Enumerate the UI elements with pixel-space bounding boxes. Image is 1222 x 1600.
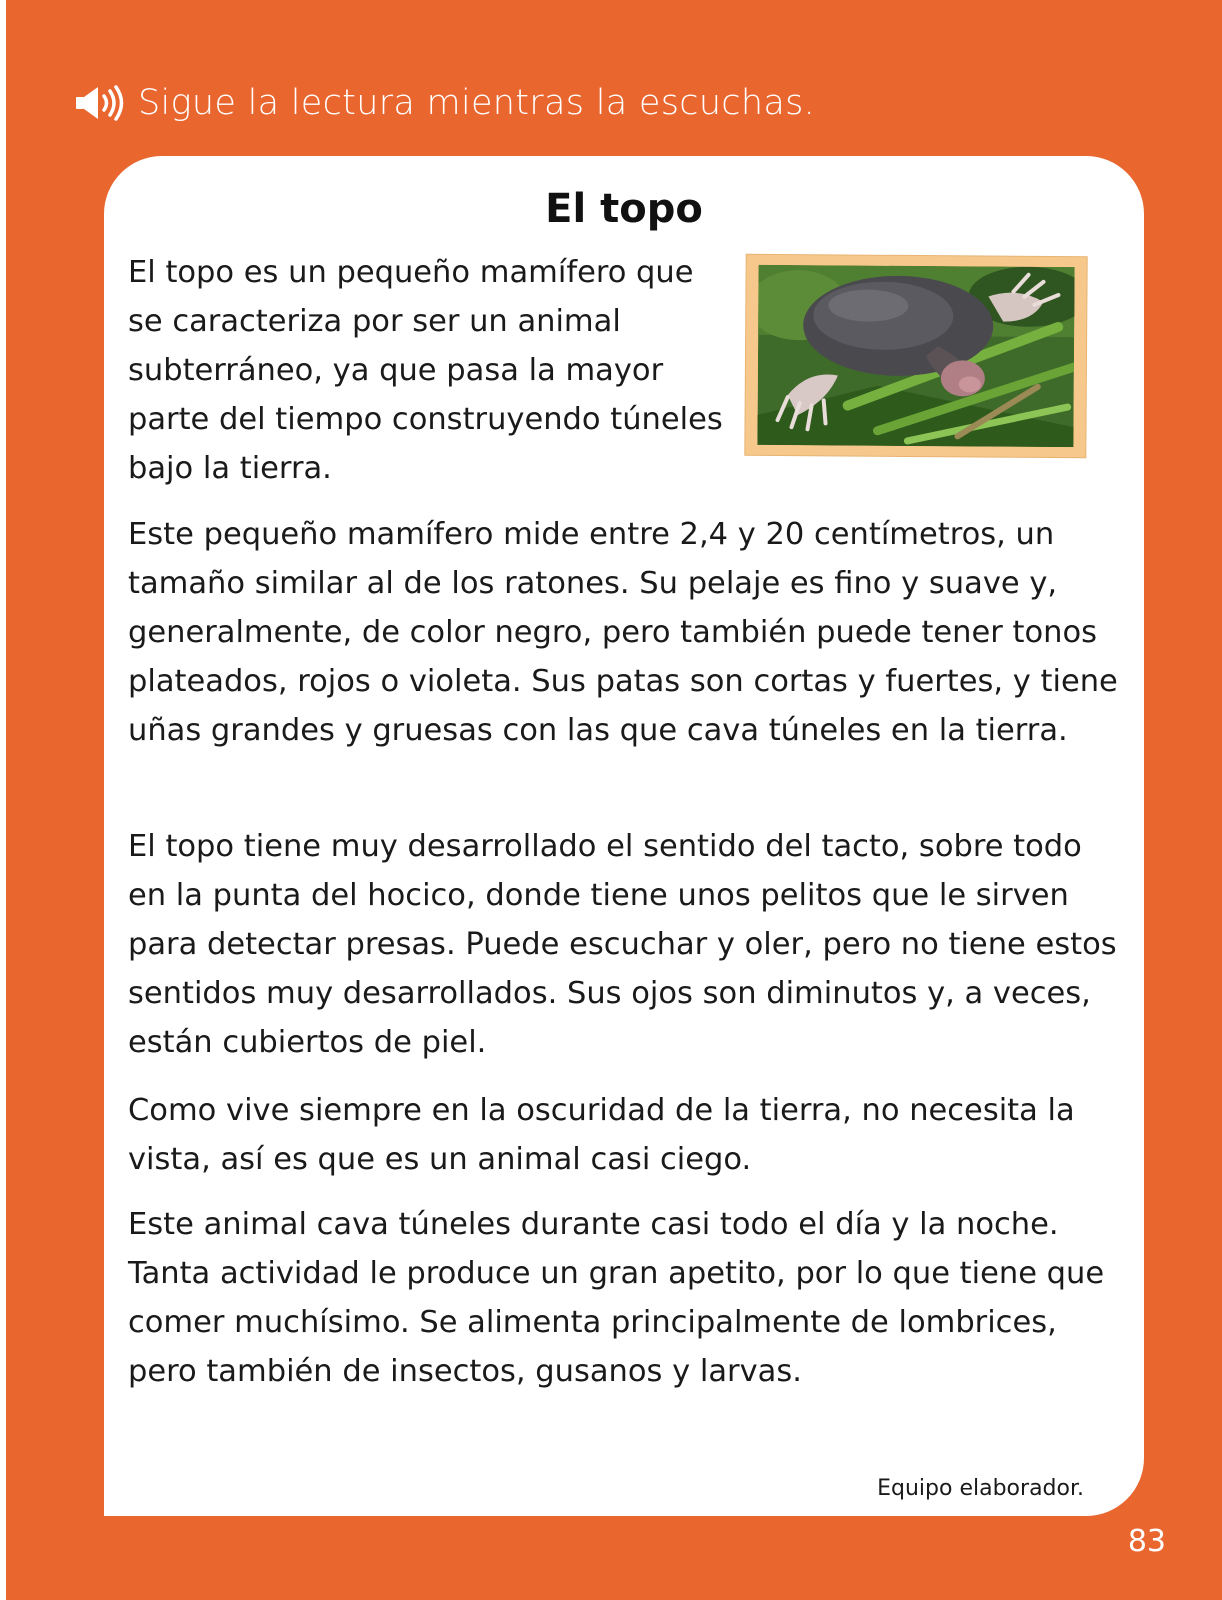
mole-photo — [757, 265, 1074, 447]
page-edge — [0, 0, 6, 1600]
instruction-text: Sigue la lectura mientras la escuchas. — [138, 83, 816, 123]
author-credit: Equipo elaborador. — [877, 1476, 1084, 1501]
paragraph-3: El topo tiene muy desarrollado el sentido del tacto, sobre todo en la punta del hocico, donde tiene unos pelitos que le sirven para detectar presas. Puede escuchar y oler, pero no tiene estos sentidos muy desarrollados. Sus ojos son diminutos y, a veces, están cubiertos de piel. — [128, 829, 1117, 1060]
paragraph-1: El topo es un pequeño mamífero que se caracteriza por ser un animal subterráneo, ya que pasa la mayor parte del tiempo construyendo túneles bajo la tierra. — [128, 255, 723, 486]
paragraph-2: Este pequeño mamífero mide entre 2,4 y 20 centímetros, un tamaño similar al de los ratones. Su pelaje es fino y suave y, generalmente, de color negro, pero también puede tener tonos plateados, rojos o violeta. Sus patas son cortas y fuertes, y tiene uñas grandes y gruesas con las que cava túneles en la tierra. — [128, 517, 1118, 748]
speaker-icon[interactable] — [74, 83, 128, 123]
page-number: 83 — [1127, 1524, 1166, 1559]
listening-instruction — [74, 78, 815, 128]
article-title: El topo — [545, 186, 703, 232]
photo-frame — [745, 255, 1086, 457]
paragraph-5: Este animal cava túneles durante casi todo el día y la noche. Tanta actividad le produce un gran apetito, por lo que tiene que comer muchísimo. Se alimenta principalmente de lombrices, pero también de insectos, gusanos y larvas. — [128, 1207, 1105, 1389]
reading-card — [104, 156, 1144, 1516]
paragraph-4: Como vive siempre en la oscuridad de la tierra, no necesita la vista, así es que es un animal casi ciego. — [128, 1093, 1075, 1177]
